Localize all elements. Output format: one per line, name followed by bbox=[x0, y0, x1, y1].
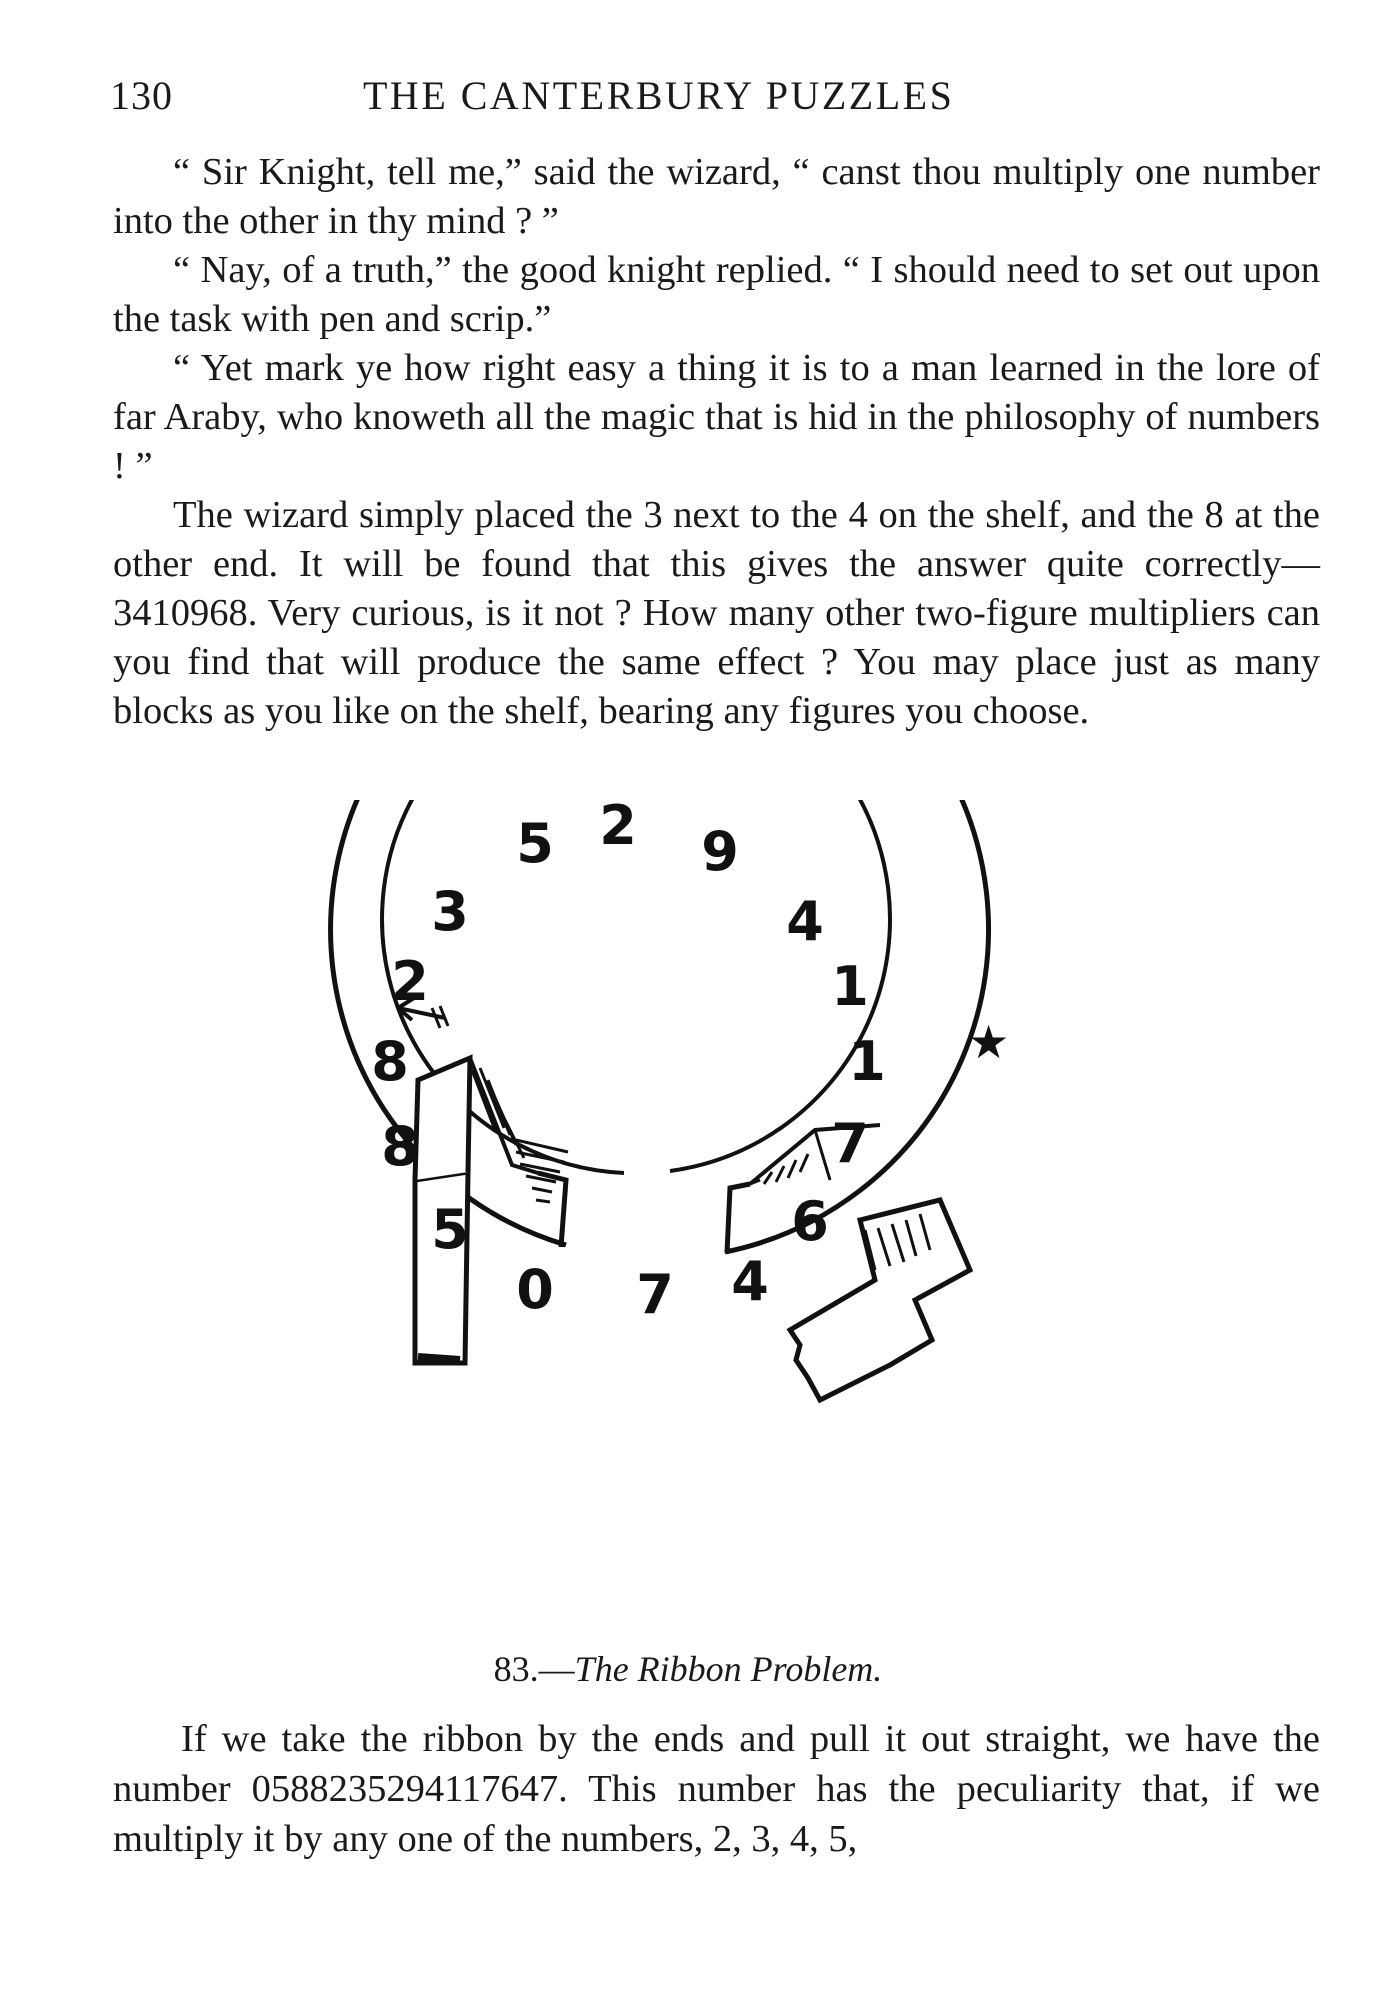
paragraph-4: The wizard simply placed the 3 next to the 4 on the shelf, and the 8 at the other end. It will be found that this gives the answer quite correctly—3410968. Very curious, is it not ? How many other two-figure multipliers can you find that will produce the same effect ? You may place just as many blocks as you like on the shelf, bearing any figures you choose. bbox=[113, 494, 1320, 732]
caption-number: 83.— bbox=[493, 1649, 575, 1689]
paragraph-1: “ Sir Knight, tell me,” said the wizard, “ canst thou multiply one number into the other in thy mind ? ” bbox=[113, 151, 1320, 242]
ribbon-figure bbox=[320, 800, 1140, 1640]
running-title: THE CANTERBURY PUZZLES bbox=[363, 73, 955, 118]
ribbon-digit: 4 bbox=[731, 1250, 769, 1313]
ribbon-digit: 2 bbox=[391, 950, 429, 1013]
paragraph-2: “ Nay, of a truth,” the good knight replied. “ I should need to set out upon the task with pen and scrip.” bbox=[113, 249, 1320, 340]
page-number: 130 bbox=[110, 73, 173, 118]
body-text bbox=[113, 148, 1320, 736]
star-mark: ★ bbox=[968, 1015, 1010, 1069]
ribbon-digit: 9 bbox=[701, 820, 739, 883]
ribbon-digit: 1 bbox=[848, 1030, 886, 1093]
ribbon-digit: 8 bbox=[381, 1115, 419, 1178]
ribbon-right-end bbox=[727, 1184, 750, 1253]
ribbon-illustration bbox=[320, 800, 1140, 1640]
ribbon-digit: 7 bbox=[831, 1112, 869, 1175]
ribbon-digit: 3 bbox=[431, 880, 469, 943]
ribbon-digit: 5 bbox=[431, 1198, 469, 1261]
ribbon-digit: 0 bbox=[516, 1258, 554, 1321]
ribbon-digit: 4 bbox=[786, 890, 824, 953]
ribbon-digit: 1 bbox=[831, 955, 869, 1018]
ribbon-digit: 5 bbox=[516, 812, 554, 875]
ribbon-digit: 7 bbox=[636, 1263, 674, 1326]
figure-caption bbox=[0, 1648, 1376, 1690]
closing-text bbox=[113, 1714, 1320, 1864]
ribbon-digit: 6 bbox=[791, 1190, 829, 1253]
paragraph-5: If we take the ribbon by the ends and pull it out straight, we have the number 0588235294117647. This number has the peculiarity that, if we multiply it by any one of the numbers, 2, 3, 4, 5, bbox=[113, 1718, 1320, 1860]
caption-title: The Ribbon Problem. bbox=[574, 1649, 883, 1689]
ribbon-digit: 2 bbox=[599, 800, 637, 857]
paragraph-3: “ Yet mark ye how right easy a thing it is to a man learned in the lore of far Araby, who knoweth all the magic that is hid in the philosophy of numbers ! ” bbox=[113, 347, 1320, 487]
ribbon-digit: 8 bbox=[371, 1030, 409, 1093]
ribbon-digits bbox=[371, 800, 886, 1326]
page-header bbox=[110, 72, 1320, 132]
